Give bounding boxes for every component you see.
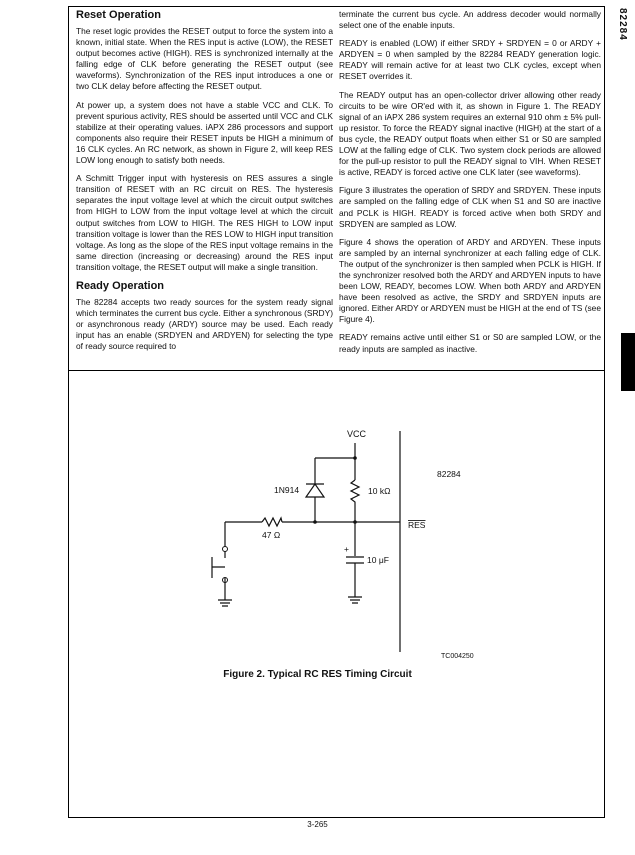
heading-ready-operation: Ready Operation <box>76 279 165 292</box>
diode-label: 1N914 <box>274 485 300 495</box>
paragraph: A Schmitt Trigger input with hysteresis on RES assures a single transition of RESET with an RC circuit on RES. The hysteresis separates the input voltage level at which the circuit output switches from HIGH to LOW from the input voltage level at which the circuit output switches from LOW to HIGH. The RES HIGH to LOW input transition voltage is lower than the RES LOW to HIGH input transition voltage. As long as the slope of the RES input voltage remains in the same direction (increasing or decreasing) around the RES input transition voltage, the RESET output will make a single transition. <box>76 173 333 272</box>
vcc-label: VCC <box>347 429 367 439</box>
diode-symbol <box>306 484 324 497</box>
part-number-side-label: 82284 <box>617 8 628 41</box>
pushbutton-switch <box>212 551 225 600</box>
heading-reset-operation: Reset Operation <box>76 9 161 21</box>
resistor-47-label: 47 Ω <box>262 530 281 540</box>
resistor-10k <box>351 480 359 522</box>
figure-code: TC004250 <box>441 653 474 660</box>
diode-top-wire <box>315 458 355 484</box>
paragraph: The READY output has an open-collector driver allowing other ready circuits to be wire OR'ed with it, as shown in Figure 1. The READY signal of an iAPX 286 system requires an external 910 ohm ± 5% pull-up resistor. To force the READY signal inactive (HIGH) at the start of a bus cycle, the READY output floats when either S1 or S0 are sampled LOW at the falling edge of CLK. Two system clock periods are allowed for the pull-up resistor to pull the READY signal to VIH. When RESET is active, READY is forced active one CLK later (see waveforms). <box>339 89 601 178</box>
junction-dot <box>353 456 357 460</box>
figure-caption: Figure 2. Typical RC RES Timing Circuit <box>223 669 412 680</box>
capacitor-plates <box>346 557 364 563</box>
pin-label: RES <box>408 520 426 530</box>
page-number: 3-265 <box>307 820 328 829</box>
junction-dot <box>353 520 357 524</box>
paragraph: READY is enabled (LOW) if either SRDY + SRDYEN = 0 or ARDY + ARDYEN = 0 when sampled by the 82284 READY generation logic. READY will remain active for at least two CLK cycles, except when RESET overrides it. <box>339 38 601 82</box>
resistor-10k-label: 10 kΩ <box>368 486 391 496</box>
paragraph: READY remains active until either S1 or S0 are sampled LOW, or the ready inputs are sampled as inactive. <box>339 332 601 354</box>
paragraph: Figure 3 illustrates the operation of SRDY and SRDYEN. These inputs are sampled on the falling edge of CLK when S1 and S0 are inactive and PCLK is HIGH. READY is forced active when both SRDY and SRDYEN are sampled as LOW. <box>339 185 601 229</box>
capacitor-label: 10 μF <box>367 555 389 565</box>
junction-dot <box>313 520 317 524</box>
paragraph: Figure 4 shows the operation of ARDY and ARDYEN. These inputs are sampled by an internal synchronizer at each falling edge of CLK. The output of the synchronizer is then sampled when PCLK is HIGH. If the synchronizer resolved both the ARDY and ARDYEN inputs to have been LOW, READY, becomes LOW. When both ARDY and ARDYEN have been resolved as active, the SRDY and SRDYEN inputs are ignored. Either ARDY or ARDYEN must be HIGH at the end of TS (see Figure 4). <box>339 236 601 325</box>
resistor-47 <box>262 518 282 526</box>
paragraph: The 82284 accepts two ready sources for the system ready signal which terminates the current bus cycle. Either a synchronous (SRDY) or asynchronous ready (ARDY) source may be used. Each ready input has an enable (SRDYEN and ARDYEN) for selecting the type of ready source required to <box>76 296 333 352</box>
switch-top-wire <box>225 522 262 547</box>
paragraph: The reset logic provides the RESET output to force the system into a known, initial state. When the RES input is active (LOW), the RESET output becomes active (HIGH). RES is synchronized internally at the falling edge of CLK before generating the RESET output (see waveforms). Synchronization of the RES input introduces a one or two CLK delay before affecting the RESET output. <box>76 26 333 92</box>
switch-contact-top <box>223 547 228 552</box>
capacitor-polarity: + <box>344 544 349 554</box>
chip-label: 82284 <box>437 469 461 479</box>
paragraph: terminate the current bus cycle. An address decoder would normally select one of the enable inputs. <box>339 9 601 31</box>
paragraph: At power up, a system does not have a stable VCC and CLK. To prevent spurious activity, RES should be asserted until VCC and CLK stabilize at their operating values. iAPX 286 processors and support components also require their RESET inputs be HIGH a minimum of 16 CLK cycles. An RC network, as shown in Figure 2, will keep RES LOW long enough to satisfy both needs. <box>76 99 333 166</box>
ground-switch <box>218 600 232 606</box>
ground-cap <box>348 597 362 603</box>
